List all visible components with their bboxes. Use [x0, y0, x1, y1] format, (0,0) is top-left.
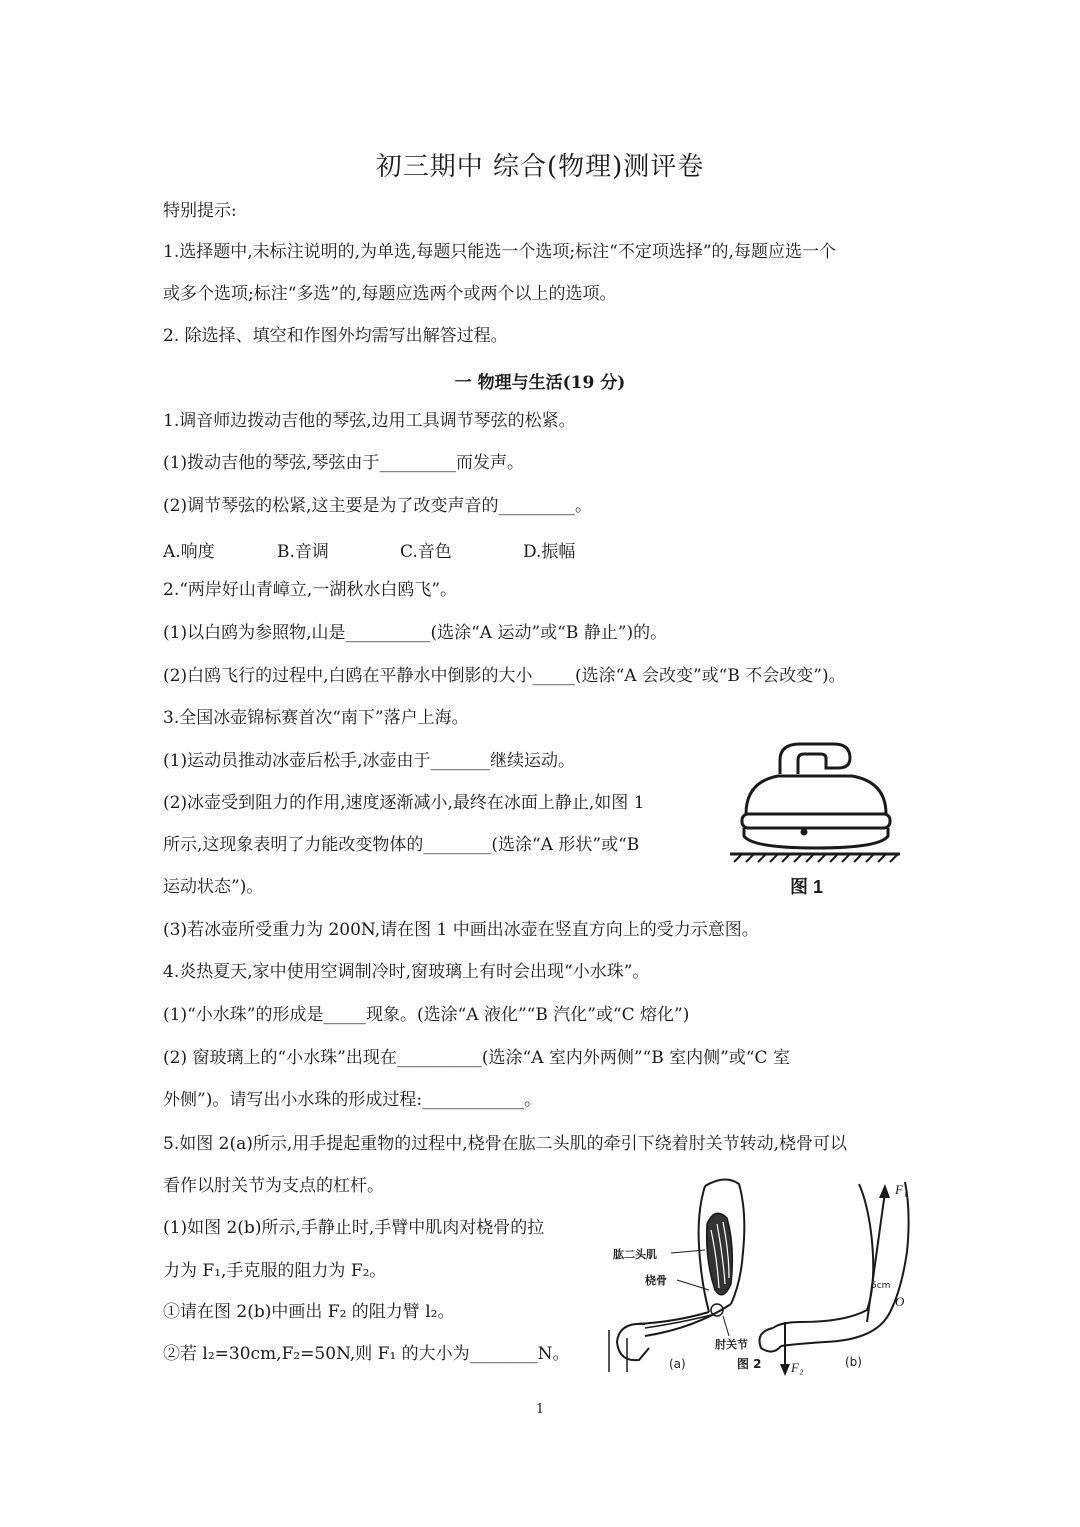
option-c: C.音色 — [400, 542, 452, 562]
section-heading: 一 物理与生活(19 分) — [454, 373, 626, 393]
option-b: B.音调 — [277, 542, 329, 562]
question-part: (1)如图 2(b)所示,手静止时,手臂中肌肉对桡骨的拉 — [163, 1218, 545, 1238]
question-part: (1)运动员推动冰壶后松手,冰壶由于_______继续运动。 — [163, 751, 575, 771]
question-stem: 3.全国冰壶锦标赛首次“南下”落户上海。 — [163, 708, 469, 728]
question-stem: 5.如图 2(a)所示,用手提起重物的过程中,桡骨在肱二头肌的牵引下绕着肘关节转动,桡骨可以 — [163, 1134, 848, 1154]
figure-2-arm — [605, 1172, 925, 1377]
question-part: (2) 窗玻璃上的“小水珠”出现在__________(选涂“A 室内外两侧”“B 室内侧”或“C 室 — [163, 1048, 790, 1068]
question-part: (1)“小水珠”的形成是_____现象。(选涂“A 液化”“B 汽化”或“C 熔化”) — [163, 1005, 690, 1025]
caption-a: (a) — [669, 1357, 686, 1371]
elbow-label: 肘关节 — [715, 1338, 748, 1351]
pivot-label: O — [895, 1294, 905, 1309]
f2-label: F₂ — [791, 1360, 804, 1375]
question-part: 外侧”)。请写出小水珠的形成过程:____________。 — [163, 1090, 542, 1110]
caption-b: (b) — [845, 1355, 862, 1369]
biceps-label: 肱二头肌 — [613, 1248, 657, 1261]
option-d: D.振幅 — [523, 542, 576, 562]
question-stem: 1.调音师边拨动吉他的琴弦,边用工具调节琴弦的松紧。 — [163, 411, 576, 431]
question-part: (1)拨动吉他的琴弦,琴弦由于_________而发声。 — [163, 453, 524, 473]
question-stem: 2.“两岸好山青嶂立,一湖秋水白鸥飞”。 — [163, 580, 458, 600]
question-stem: 4.炎热夏天,家中使用空调制冷时,窗玻璃上有时会出现“小水珠”。 — [163, 962, 650, 982]
notice-line: 或多个选项;标注“多选”的,每题应选两个或两个以上的选项。 — [163, 284, 617, 304]
question-part: 所示,这现象表明了力能改变物体的________(选涂“A 形状”或“B — [163, 835, 640, 855]
question-part: (2)调节琴弦的松紧,这主要是为了改变声音的_________。 — [163, 496, 592, 516]
question-part: 力为 F₁,手克服的阻力为 F₂。 — [163, 1261, 387, 1281]
notice-heading: 特别提示: — [163, 201, 237, 221]
f1-label: F₁ — [895, 1182, 908, 1197]
figure-2-label: 图 2 — [737, 1357, 762, 1371]
radius-label: 桡骨 — [645, 1274, 667, 1287]
question-part: ①请在图 2(b)中画出 F₂ 的阻力臂 l₂。 — [163, 1302, 455, 1322]
figure-1-curling-stone — [722, 738, 912, 900]
figure-1-label: 图 1 — [790, 877, 824, 897]
page-number: 1 — [535, 1402, 545, 1417]
notice-line: 1.选择题中,未标注说明的,为单选,每题只能选一个选项;标注“不定项选择”的,每题应选一个 — [163, 242, 836, 262]
question-part: ②若 l₂=30cm,F₂=50N,则 F₁ 的大小为________N。 — [163, 1344, 570, 1364]
option-a: A.响度 — [163, 542, 215, 562]
question-part: (3)若冰壶所受重力为 200N,请在图 1 中画出冰壶在竖直方向上的受力示意图。 — [163, 920, 759, 940]
page-title: 初三期中 综合(物理)测评卷 — [375, 152, 705, 182]
distance-label: 5cm — [871, 1281, 891, 1291]
question-part: (2)冰壶受到阻力的作用,速度逐渐减小,最终在冰面上静止,如图 1 — [163, 793, 645, 813]
question-stem: 看作以肘关节为支点的杠杆。 — [163, 1176, 384, 1196]
question-part: (1)以白鸥为参照物,山是__________(选涂“A 运动”或“B 静止”)的。 — [163, 623, 668, 643]
question-part: (2)白鸥飞行的过程中,白鸥在平静水中倒影的大小_____(选涂“A 会改变”或“B 不会改变”)。 — [163, 666, 846, 686]
question-part: 运动状态”)。 — [163, 877, 264, 897]
notice-line: 2. 除选择、填空和作图外均需写出解答过程。 — [163, 326, 508, 346]
